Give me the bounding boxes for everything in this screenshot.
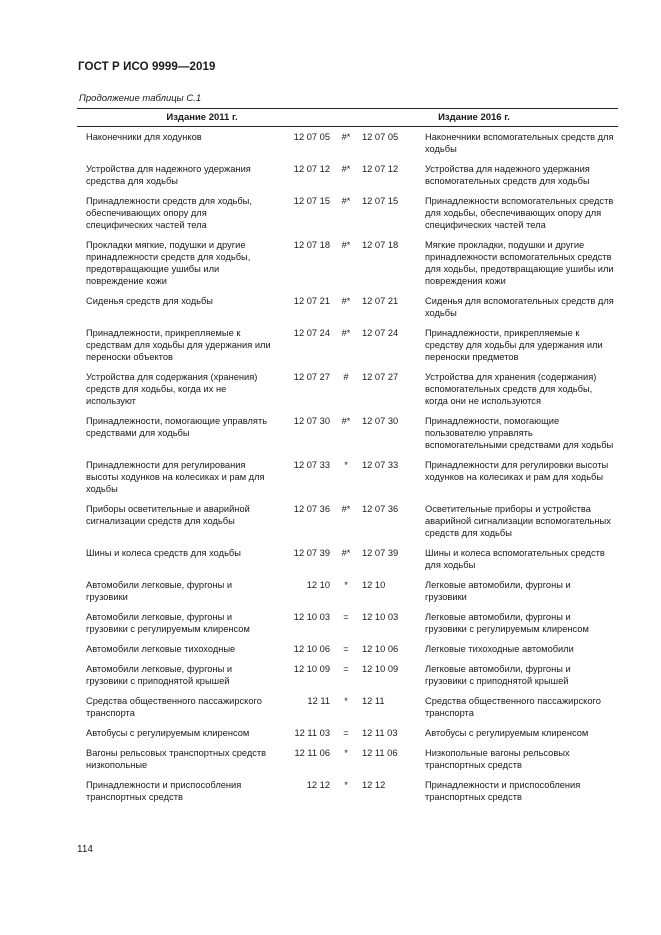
code-2011-cell: 12 07 05	[293, 132, 330, 142]
column-header-edition-2011: Издание 2011 г.	[166, 112, 238, 123]
name-2011-cell: Устройства для содержания (хранения) средств для ходьбы, когда их не используют	[86, 372, 258, 406]
code-2011-cell: 12 07 21	[293, 296, 330, 306]
code-2011-cell: 12 10 03	[293, 612, 330, 622]
relation-mark-cell: #*	[341, 164, 351, 174]
code-2016-cell: 12 10	[362, 580, 386, 590]
code-2016-cell: 12 07 36	[362, 504, 399, 514]
relation-mark-cell: *	[344, 696, 348, 706]
code-2011-cell: 12 12	[306, 780, 330, 790]
relation-mark-cell: #*	[341, 504, 351, 514]
relation-mark-cell: #*	[341, 240, 351, 250]
code-2011-cell: 12 11 03	[294, 728, 330, 738]
document-code-header: ГОСТ Р ИСО 9999—2019	[78, 61, 216, 73]
name-2016-cell: Принадлежности, помогающие пользователю управлять вспомогательными средствами для ходьбы	[425, 416, 614, 450]
name-2016-cell: Устройства для надежного удержания вспомогательных средств для ходьбы	[425, 164, 590, 186]
relation-mark-cell: =	[343, 664, 349, 674]
name-2016-cell: Автобусы с регулируемым клиренсом	[425, 728, 589, 738]
code-2016-cell: 12 10 09	[362, 664, 399, 674]
code-2011-cell: 12 07 18	[293, 240, 330, 250]
code-2011-cell: 12 07 27	[293, 372, 330, 382]
code-2011-cell: 12 07 15	[293, 196, 330, 206]
name-2016-cell: Осветительные приборы и устройства аварийной сигнализации вспомогательных средств для ходьбы	[425, 504, 611, 538]
name-2011-cell: Принадлежности, прикрепляемые к средствам для ходьбы для удержания или переноски объектов	[86, 328, 271, 362]
code-2011-cell: 12 07 33	[293, 460, 330, 470]
name-2011-cell: Устройства для надежного удержания средства для ходьбы	[86, 164, 251, 186]
code-2016-cell: 12 11 03	[362, 728, 398, 738]
name-2016-cell: Мягкие прокладки, подушки и другие принадлежности вспомогательных средств для ходьбы, предотвращающие ушибы или повреждения кожи	[425, 240, 614, 286]
name-2016-cell: Принадлежности вспомогательных средств для ходьбы, обеспечивающих опору для специфических частей тела	[425, 196, 614, 230]
relation-mark-cell: #*	[341, 132, 351, 142]
column-header-edition-2016: Издание 2016 г.	[438, 112, 510, 123]
code-2016-cell: 12 11	[362, 696, 385, 706]
relation-mark-cell: #*	[341, 296, 351, 306]
name-2016-cell: Низкопольные вагоны рельсовых транспортных средств	[425, 748, 570, 770]
name-2016-cell: Легковые автомобили, фургоны и грузовики	[425, 580, 571, 602]
code-2016-cell: 12 07 27	[362, 372, 399, 382]
relation-mark-cell: *	[344, 460, 348, 470]
name-2011-cell: Шины и колеса средств для ходьбы	[86, 548, 241, 558]
code-2016-cell: 12 10 06	[362, 644, 399, 654]
code-2016-cell: 12 12	[362, 780, 386, 790]
code-2016-cell: 12 07 30	[362, 416, 399, 426]
table-caption: Продолжение таблицы С.1	[79, 93, 202, 104]
name-2011-cell: Прокладки мягкие, подушки и другие принадлежности средств для ходьбы, предотвращающие ушибы или повреждение кожи	[86, 240, 251, 286]
name-2016-cell: Шины и колеса вспомогательных средств для ходьбы	[425, 548, 605, 570]
code-2011-cell: 12 11 06	[294, 748, 330, 758]
name-2011-cell: Автомобили легковые тихоходные	[86, 644, 236, 654]
code-2016-cell: 12 11 06	[362, 748, 398, 758]
code-2011-cell: 12 10 09	[293, 664, 330, 674]
code-2016-cell: 12 07 33	[362, 460, 399, 470]
code-2016-cell: 12 07 21	[362, 296, 399, 306]
name-2016-cell: Принадлежности для регулировки высоты ходунков на колесиках и рам для ходьбы	[425, 460, 609, 482]
code-2011-cell: 12 07 12	[293, 164, 330, 174]
relation-mark-cell: #*	[341, 196, 351, 206]
code-2016-cell: 12 10 03	[362, 612, 399, 622]
code-2016-cell: 12 07 15	[362, 196, 399, 206]
code-2016-cell: 12 07 18	[362, 240, 399, 250]
code-2016-cell: 12 07 12	[362, 164, 399, 174]
code-2011-cell: 12 10 06	[293, 644, 330, 654]
name-2016-cell: Легковые автомобили, фургоны и грузовики с приподнятой крышей	[425, 664, 571, 686]
relation-mark-cell: *	[344, 580, 348, 590]
name-2011-cell: Приборы осветительные и аварийной сигнализации средств для ходьбы	[86, 504, 250, 526]
name-2016-cell: Сиденья для вспомогательных средств для ходьбы	[425, 296, 614, 318]
relation-mark-cell: #	[343, 372, 349, 382]
relation-mark-cell: #*	[341, 548, 351, 558]
relation-mark-cell: #*	[341, 416, 351, 426]
name-2016-cell: Устройства для хранения (содержания) вспомогательных средств для ходьбы, когда они не используются	[425, 372, 597, 406]
code-2011-cell: 12 11	[307, 696, 330, 706]
name-2011-cell: Принадлежности, помогающие управлять средствами для ходьбы	[86, 416, 268, 438]
relation-mark-cell: =	[343, 612, 349, 622]
name-2011-cell: Принадлежности средств для ходьбы, обеспечивающих опору для специфических частей тела	[86, 196, 252, 230]
relation-mark-cell: *	[344, 780, 348, 790]
name-2016-cell: Принадлежности, прикрепляемые к средству для ходьбы для удержания или переноски предметов	[425, 328, 603, 362]
name-2016-cell: Легковые тихоходные автомобили	[425, 644, 574, 654]
code-2011-cell: 12 07 39	[293, 548, 330, 558]
name-2011-cell: Автомобили легковые, фургоны и грузовики с приподнятой крышей	[86, 664, 233, 686]
name-2016-cell: Средства общественного пассажирского транспорта	[425, 696, 601, 718]
name-2011-cell: Средства общественного пассажирского транспорта	[86, 696, 262, 718]
code-2016-cell: 12 07 05	[362, 132, 399, 142]
name-2016-cell: Принадлежности и приспособления транспортных средств	[425, 780, 581, 802]
page-number: 114	[77, 844, 93, 855]
name-2016-cell: Наконечники вспомогательных средств для ходьбы	[425, 132, 614, 154]
relation-mark-cell: #*	[341, 328, 351, 338]
relation-mark-cell: =	[343, 644, 349, 654]
relation-mark-cell: *	[344, 748, 348, 758]
code-2011-cell: 12 07 36	[293, 504, 330, 514]
code-2011-cell: 12 07 30	[293, 416, 330, 426]
relation-mark-cell: =	[343, 728, 349, 738]
code-2011-cell: 12 07 24	[293, 328, 330, 338]
name-2011-cell: Автомобили легковые, фургоны и грузовики с регулируемым клиренсом	[86, 612, 250, 634]
name-2011-cell: Наконечники для ходунков	[86, 132, 202, 142]
name-2011-cell: Вагоны рельсовых транспортных средств низкопольные	[86, 748, 267, 770]
name-2011-cell: Принадлежности для регулирования высоты ходунков на колесиках и рам для ходьбы	[86, 460, 265, 494]
name-2016-cell: Легковые автомобили, фургоны и грузовики с регулируемым клиренсом	[425, 612, 589, 634]
name-2011-cell: Принадлежности и приспособления транспортных средств	[86, 780, 242, 802]
name-2011-cell: Сиденья средств для ходьбы	[86, 296, 213, 306]
code-2011-cell: 12 10	[306, 580, 330, 590]
code-2016-cell: 12 07 24	[362, 328, 399, 338]
code-2016-cell: 12 07 39	[362, 548, 399, 558]
name-2011-cell: Автобусы с регулируемым клиренсом	[86, 728, 250, 738]
name-2011-cell: Автомобили легковые, фургоны и грузовики	[86, 580, 233, 602]
